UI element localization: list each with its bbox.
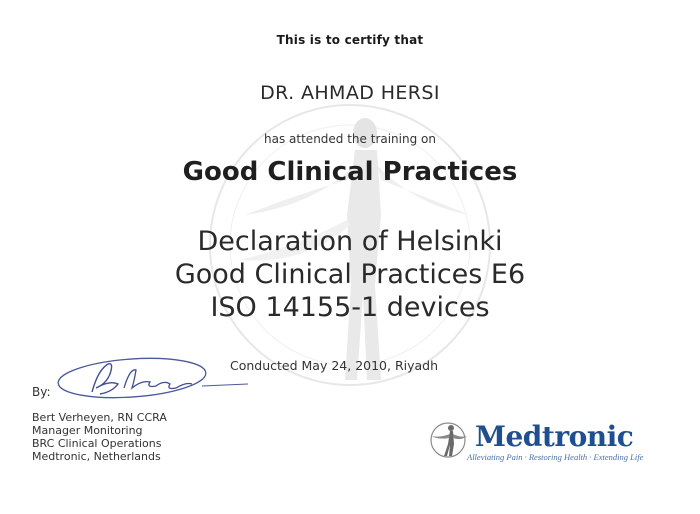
recipient-name: DR. AHMAD HERSI xyxy=(260,82,440,104)
attended-line: has attended the training on xyxy=(264,132,436,146)
by-label: By: xyxy=(32,385,51,399)
signatory-organization: Medtronic, Netherlands xyxy=(32,450,161,463)
signature-image xyxy=(52,350,252,408)
signatory-block xyxy=(32,411,167,463)
signatory-department: BRC Clinical Operations xyxy=(32,437,162,450)
conducted-line: Conducted May 24, 2010, Riyadh xyxy=(230,358,439,373)
logo-wordmark: Medtronic xyxy=(475,420,634,453)
signatory-title: Manager Monitoring xyxy=(32,424,143,437)
medtronic-logo xyxy=(425,420,645,468)
certify-line: This is to certify that xyxy=(276,33,424,47)
course-title: Good Clinical Practices xyxy=(182,157,518,187)
topic-line: Good Clinical Practices E6 xyxy=(174,259,526,290)
logo-tagline: Alleviating Pain · Restoring Health · Extending Life xyxy=(467,452,644,462)
topic-line: Declaration of Helsinki xyxy=(197,226,503,257)
topic-line: ISO 14155-1 devices xyxy=(210,292,490,323)
signatory-name: Bert Verheyen, RN CCRA xyxy=(32,411,167,424)
medtronic-figure-icon xyxy=(425,420,471,460)
